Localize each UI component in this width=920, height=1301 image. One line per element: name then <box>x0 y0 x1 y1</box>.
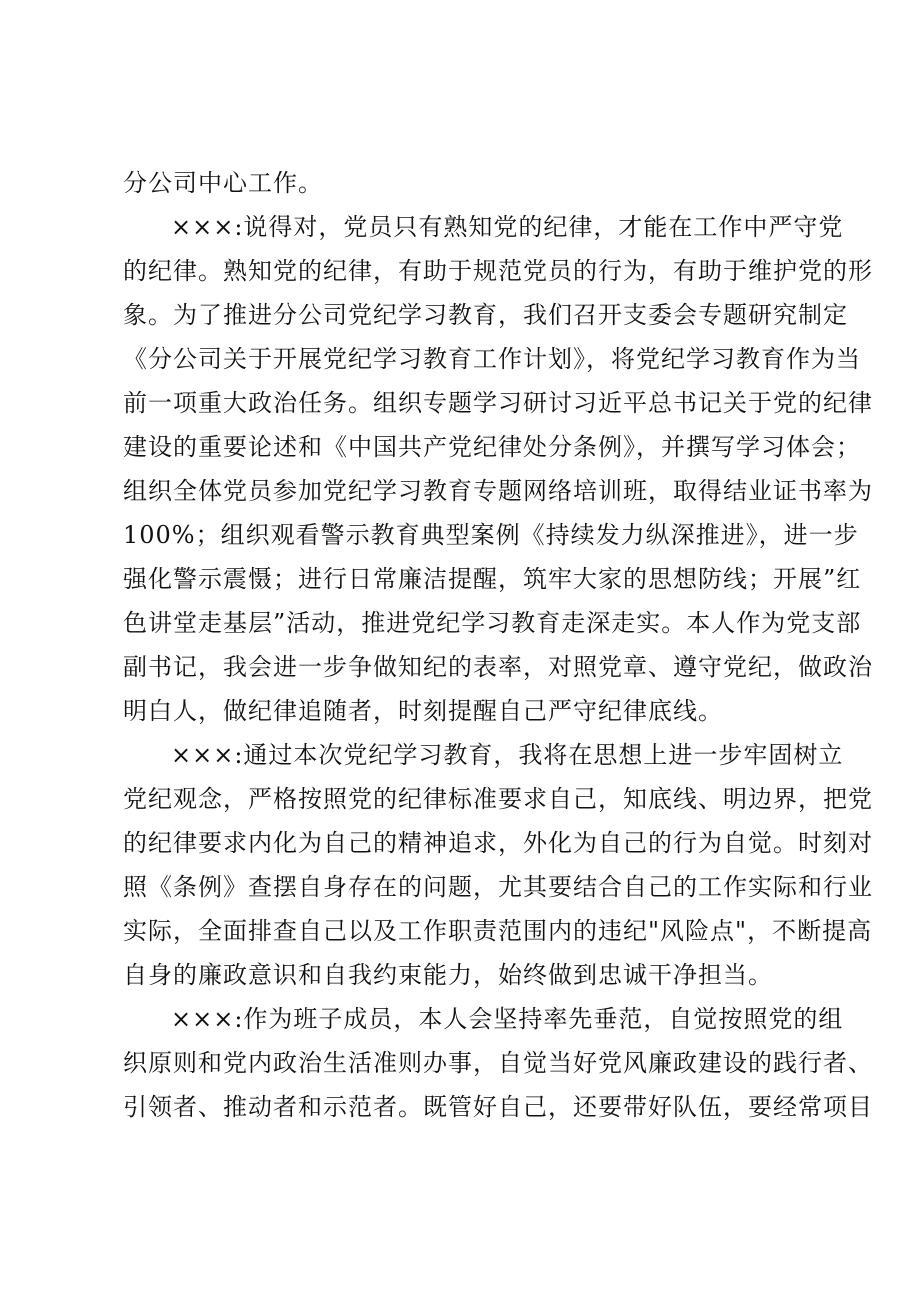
text-line: 分公司中心工作。 <box>123 169 323 197</box>
text-line: 强化警示震慑；进行日常廉洁提醒，筑牢大家的思想防线；开展”红 <box>123 565 862 593</box>
text-line: 象。为了推进分公司党纪学习教育，我们召开支委会专题研究制定 <box>123 301 848 329</box>
text-line: 实际，全面排查自己以及工作职责范围内的违纪"风险点"，不断提高 <box>123 917 873 945</box>
text-line: 色讲堂走基层”活动，推进党纪学习教育走深走实。本人作为党支部 <box>123 609 862 637</box>
text-line: 照《条例》查摆自身存在的问题，尤其要结合自己的工作实际和行业 <box>123 873 873 901</box>
text-line: 引领者、推动者和示范者。既管好自己，还要带好队伍，要经常项目 <box>123 1093 873 1121</box>
text-line: 的纪律要求内化为自己的精神追求，外化为自己的行为自觉。时刻对 <box>123 829 873 857</box>
text-line: 建设的重要论述和《中国共产党纪律处分条例》，并撰写学习体会； <box>123 433 861 461</box>
text-line: 的纪律。熟知党的纪律，有助于规范党员的行为，有助于维护党的形 <box>123 257 873 285</box>
text-line: 前一项重大政治任务。组织专题学习研讨习近平总书记关于党的纪律 <box>123 389 873 417</box>
text-line: 《分公司关于开展党纪学习教育工作计划》，将党纪学习教育作为当 <box>123 345 861 373</box>
text-line: 党纪观念，严格按照党的纪律标准要求自己，知底线、明边界，把党 <box>123 785 873 813</box>
text-line: 100%；组织观看警示教育典型案例《持续发力纵深推进》，进一步 <box>123 521 859 549</box>
text-line: 组织全体党员参加党纪学习教育专题网络培训班，取得结业证书率为 <box>123 477 873 505</box>
text-line: 自身的廉政意识和自我约束能力，始终做到忠诚干净担当。 <box>123 961 773 989</box>
text-line: ×××:通过本次党纪学习教育，我将在思想上进一步牢固树立 <box>171 741 844 769</box>
text-line: 明白人，做纪律追随者，时刻提醒自己严守纪律底线。 <box>123 697 723 725</box>
text-line: 织原则和党内政治生活准则办事，自觉当好党风廉政建设的践行者、 <box>123 1049 873 1077</box>
text-line: ×××:说得对，党员只有熟知党的纪律，才能在工作中严守党 <box>171 213 844 241</box>
text-line: 副书记，我会进一步争做知纪的表率，对照党章、遵守党纪，做政治 <box>123 653 873 681</box>
text-line: ×××:作为班子成员，本人会坚持率先垂范，自觉按照党的组 <box>171 1005 844 1033</box>
